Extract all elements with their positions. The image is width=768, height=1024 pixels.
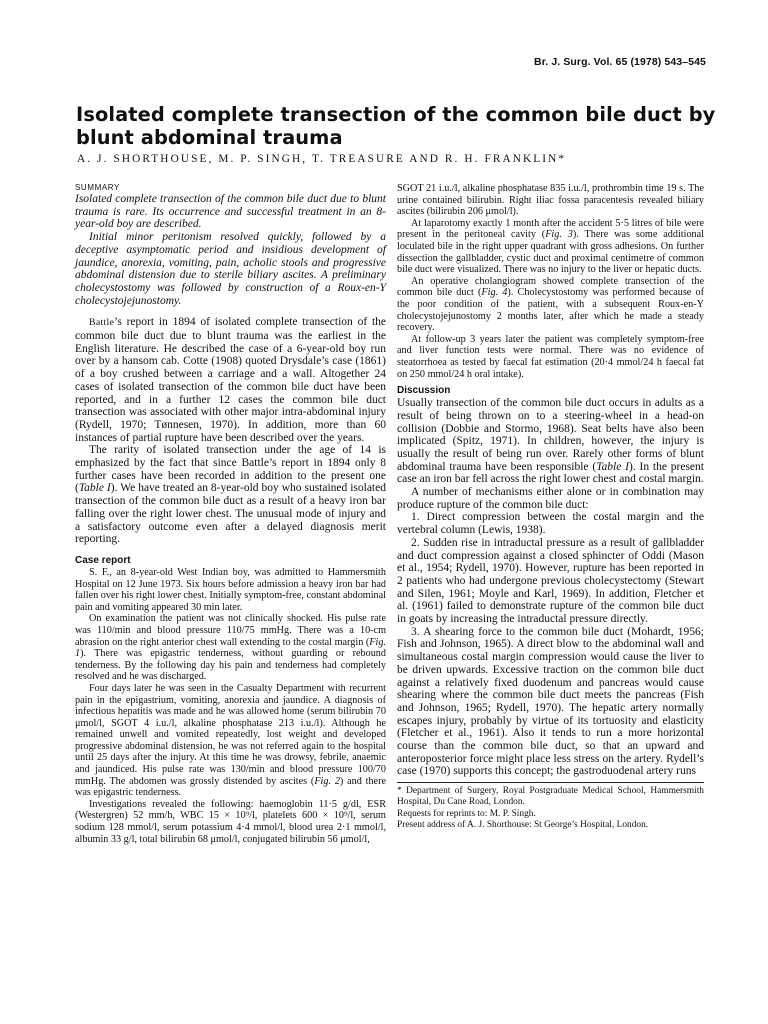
figure-ref: Fig. 1	[75, 636, 386, 660]
laparotomy-paragraph: At laparotomy exactly 1 month after the accident 5·5 litres of bile were present in the peritoneal cavity (Fig. 3). There was some additional loculated bile in the right upper quadrant with gross adhesions. On further dissection the gallbladder, cystic duct and proximal centimetre of common bile duct were visualized. There was no injury to the liver or hepatic ducts.	[397, 217, 704, 276]
table-ref: Table I	[596, 460, 629, 473]
discussion-paragraph-2: A number of mechanisms either alone or in combination may produce rupture of the common bile duct:	[397, 486, 704, 511]
summary-heading: SUMMARY	[75, 183, 120, 192]
case-paragraph-2: On examination the patient was not clinically shocked. His pulse rate was 110/min and blood pressure 110/75 mmHg. There was a 10-cm abrasion on the right anterior chest wall extending to the costal margin (Fig. 1). There was epigastric tenderness, without guarding or rebound tenderness. By the following day his pain and tenderness had completely resolved and he was discharged.	[75, 613, 386, 683]
right-column	[397, 183, 704, 831]
mechanism-1: 1. Direct compression between the costal margin and the vertebral column (Lewis, 1938).	[397, 511, 704, 537]
table-ref: Table I	[78, 482, 111, 495]
figure-ref: Fig. 4	[481, 287, 508, 299]
discussion-paragraph-1: Usually transection of the common bile duct occurs in adults as a result of being thrown on to a steering-wheel in a head-on collision (Dobbie and Stormo, 1968). Seat belts have also been implicated (Spitz, 1971). In children, however, the injury is usually the result of being run over. Rarely other forms of blunt abdominal trauma have been responsible (Table I). In the present case an iron bar fell across the right lower chest and costal margin.	[397, 397, 704, 486]
figure-ref: Fig. 3	[545, 229, 573, 241]
case-paragraph-1: S. F., an 8-year-old West Indian boy, was admitted to Hammersmith Hospital on 12 June 1973. Six hours before admission a heavy iron bar had fallen over his right lower chest. Initially symptom-free, constant abdominal pain and vomiting appeared 30 min later.	[75, 566, 386, 613]
case-paragraph-4: Investigations revealed the following: haemoglobin 11·5 g/dl, ESR (Westergren) 52 mm/h, WBC 15 × 10⁹/l, platelets 600 × 10⁹/l, serum sodium 128 mmol/l, serum potassium 4·4 mmol/l, blood urea 2·1 mmol/l, albumin 33 g/l, total bilirubin 68 μmol/l, conjugated bilirubin 56 μmol/l,	[75, 798, 386, 845]
footnote-present-address: Present address of A. J. Shorthouse: St George’s Hospital, London.	[397, 819, 649, 830]
footnote-reprints: Requests for reprints to: M. P. Singh.	[397, 808, 536, 819]
intro-paragraph-2: The rarity of isolated transection under the age of 14 is emphasized by the fact that since Battle’s report in 1894 only 8 further cases have been recorded in addition to the present one (Table I). We have treated an 8-year-old boy who sustained isolated transection of the common bile duct as a result of a heavy iron bar falling over the right lower chest. The unusual mode of injury and a satisfactory outcome even after a delayed diagnosis merit reporting.	[75, 444, 386, 546]
cholangiogram-paragraph: An operative cholangiogram showed complete transection of the common bile duct (Fig. 4). Cholecystostomy was performed because of the poor condition of the patient, with a subsequent Roux-en-Y cholecystojejunostomy 2 months later, after which he made a steady recovery.	[397, 275, 704, 334]
figure-ref: Fig. 2	[314, 775, 340, 787]
footnote-divider	[397, 782, 704, 783]
summary-paragraph-2: Initial minor peritonism resolved quickly, followed by a deceptive asymptomatic period and insidious development of jaundice, anorexia, vomiting, pain, acholic stools and progressive abdominal distension due to sterile biliary ascites. A preliminary cholecystostomy was followed by construction of a Roux-en-Y cholecystojejunostomy.	[75, 231, 386, 307]
left-column	[75, 183, 386, 845]
intro-paragraph-1: Battle’s report in 1894 of isolated complete transection of the common bile duct due to blunt trauma was the earliest in the English literature. He described the case of a 6-year-old boy run over by a hansom cab. Cotte (1908) quoted Drysdale’s case (1861) of a boy crushed between a carriage and a wall. Altogether 24 cases of isolated transection of the common bile duct have been reported, and in a further 12 cases the common bile duct transection was associated with other major intra-abdominal injury (Rydell, 1970; Tønnesen, 1970). In addition, more than 60 instances of partial rupture have been described over the years.	[75, 316, 386, 444]
mechanism-2: 2. Sudden rise in intraductal pressure as a result of gallbladder and duct compression against a closed sphincter of Oddi (Mason et al., 1954; Rydell, 1970). However, rupture has been reported in 2 patients who had undergone previous cholecystectomy (Stewart and Silen, 1961; Moyle and Karl, 1969). In addition, Fletcher et al. (1961) failed to demonstrate rupture of the common bile duct in goats by increasing the intraductal pressure directly.	[397, 536, 704, 626]
mechanism-3: 3. A shearing force to the common bile duct (Mohardt, 1956; Fish and Johnson, 1965). A direct blow to the abdominal wall and simultaneous costal margin compression would cause the liver to be driven upwards. Excessive traction on the common bile duct against a relatively fixed duodenum and pancreas would cause shearing where the common bile duct meets the pancreas (Fish and Johnson, 1965; Rydell, 1970). The hepatic artery normally escapes injury, probably by virtue of its tortuosity and elasticity (Fletcher et al., 1961). Also it tends to run a more horizontal course than the common bile duct, so that an upward and anteroposterior force might place less stress on the artery. Rydell’s case (1970) supports this concept; the gastroduodenal artery runs	[397, 625, 704, 778]
case-continued-paragraph: SGOT 21 i.u./l, alkaline phosphatase 835 i.u./l, prothrombin time 19 s. The urine contained bilirubin. Right iliac fossa paracentesis revealed biliary ascites (bilirubin 206 μmol/l).	[397, 183, 704, 218]
author-list: A. J. SHORTHOUSE, M. P. SINGH, T. TREASURE AND R. H. FRANKLIN*	[77, 153, 567, 165]
article-title: Isolated complete transection of the common bile duct by blunt abdominal trauma	[76, 103, 716, 149]
intro-lead-word: Battle	[89, 317, 115, 329]
summary-paragraph-1: Isolated complete transection of the common bile duct due to blunt trauma is rare. Its occurrence and successful treatment in an 8-year-old boy are described.	[75, 193, 386, 231]
discussion-heading: Discussion	[397, 385, 451, 397]
case-report-heading: Case report	[75, 554, 131, 566]
follow-up-paragraph: At follow-up 3 years later the patient was completely symptom-free and liver function tests were normal. There was no evidence of steatorrhoea as tested by faecal fat estimation (20·4 mmol/24 h faecal fat on 250 mmol/24 h oral intake).	[397, 333, 704, 380]
footnote-affiliation: * Department of Surgery, Royal Postgraduate Medical School, Hammersmith Hospital, Du Cane Road, London.	[397, 786, 704, 808]
journal-citation: Br. J. Surg. Vol. 65 (1978) 543–545	[534, 56, 706, 68]
case-paragraph-3: Four days later he was seen in the Casualty Department with recurrent pain in the epigastrium, vomiting, anorexia and jaundice. A diagnosis of infectious hepatitis was made and he was allowed home (serum bilirubin 70 μmol/l, SGOT 4 i.u./l, alkaline phosphatase 213 i.u./l). Although he remained unwell and vomited repeatedly, lost weight and developed progressive abdominal distension, he was not referred again to the hospital until 25 days after the injury. At this time he was drowsy, febrile, anaemic and jaundiced. His pulse rate was 130/min and blood pressure 100/70 mmHg. The abdomen was grossly distended by ascites (Fig. 2) and there was epigastric tenderness.	[75, 682, 386, 799]
